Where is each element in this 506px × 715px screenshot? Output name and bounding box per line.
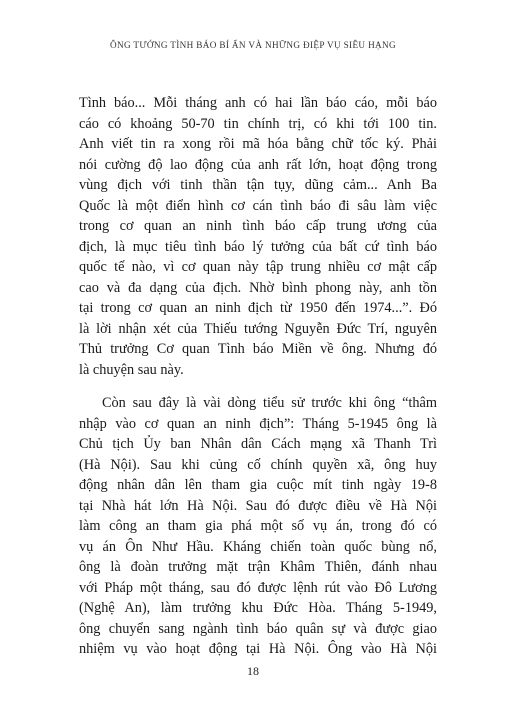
text-line: Anh viết tin ra xong rồi mã hóa bằng chữ tốc ký. Phải: [79, 136, 437, 152]
text-line: vùng địch với tinh thần tận tụy, dũng cảm... Anh Ba: [79, 177, 437, 193]
text-line: Quốc là một điển hình cơ cán tình báo đi sâu làm việc: [79, 197, 437, 214]
text-line: địch, là mục tiêu tình báo lý tưởng của bất cứ tình báo: [79, 238, 437, 255]
paragraph-biography-1: [79, 93, 437, 380]
text-line: làm công an tham gia phá một số vụ án, trong đó có: [79, 518, 437, 534]
text-line: cao và đa dạng của địch. Nhờ bình phong này, anh tồn: [79, 279, 437, 296]
text-line: trong cơ quan an ninh tình báo cấp trung ương của: [79, 218, 437, 234]
paragraph-biography-2: [79, 393, 437, 660]
text-line: ông chuyển sang ngành tình báo quân sự và được giao: [79, 620, 437, 637]
page-number: 18: [247, 664, 259, 678]
running-header: ÔNG TƯỚNG TÌNH BÁO BÍ ẨN VÀ NHỮNG ĐIỆP VỤ SIÊU HẠNG: [109, 40, 397, 50]
text-line: (Hà Nội). Sau khi củng cố chính quyền xã, ông huy: [79, 456, 437, 473]
text-line: Thủ trưởng Cơ quan Tình báo Miền về ông. Nhưng đó: [79, 341, 437, 357]
text-line: là lời nhận xét của Thiếu tướng Nguyễn Đức Trí, nguyên: [79, 320, 437, 337]
text-line: động nhân dân lên tham gia cuộc mít tinh ngày 19-8: [79, 477, 437, 493]
text-line: Chủ tịch Ủy ban Nhân dân Cách mạng xã Thanh Trì: [79, 436, 437, 452]
body-text: [79, 93, 437, 660]
text-line: nhiệm vụ vào hoạt động tại Hà Nội. Ông vào Hà Nội: [79, 641, 437, 657]
text-line: cáo có khoảng 50-70 tin chính trị, có khi tới 100 tin.: [79, 115, 437, 132]
text-line: là chuyện sau này.: [79, 361, 184, 378]
text-line: với Pháp một tháng, sau đó được lệnh rút vào Đô Lương: [79, 579, 437, 596]
text-line: (Nghệ An), làm trưởng khu Đức Hòa. Tháng 5-1949,: [79, 600, 437, 616]
text-line: Còn sau đây là vài dòng tiểu sử trước khi ông “thâm: [102, 395, 437, 411]
text-line: tại trong cơ quan an ninh địch từ 1950 đến 1974...”. Đó: [79, 300, 437, 316]
text-line: vụ án Ôn Như Hầu. Kháng chiến toàn quốc bùng nổ,: [79, 538, 437, 555]
text-line: ông là đoàn trưởng mặt trận Khâm Thiên, đánh nhau: [79, 559, 437, 575]
text-line: nói cường độ lao động của anh rất lớn, hoạt động trong: [79, 156, 437, 173]
text-line: tại Nhà hát lớn Hà Nội. Sau đó được điều về Hà Nội: [79, 497, 437, 514]
text-line: quốc tế nào, vì cơ quan này tập trung nhiều cơ mật cấp: [79, 259, 437, 275]
text-line: Tình báo... Mỗi tháng anh có hai lần báo cáo, mỗi báo: [79, 95, 437, 111]
text-line: nhập vào cơ quan an ninh địch”: Tháng 5-1945 ông là: [79, 415, 437, 432]
